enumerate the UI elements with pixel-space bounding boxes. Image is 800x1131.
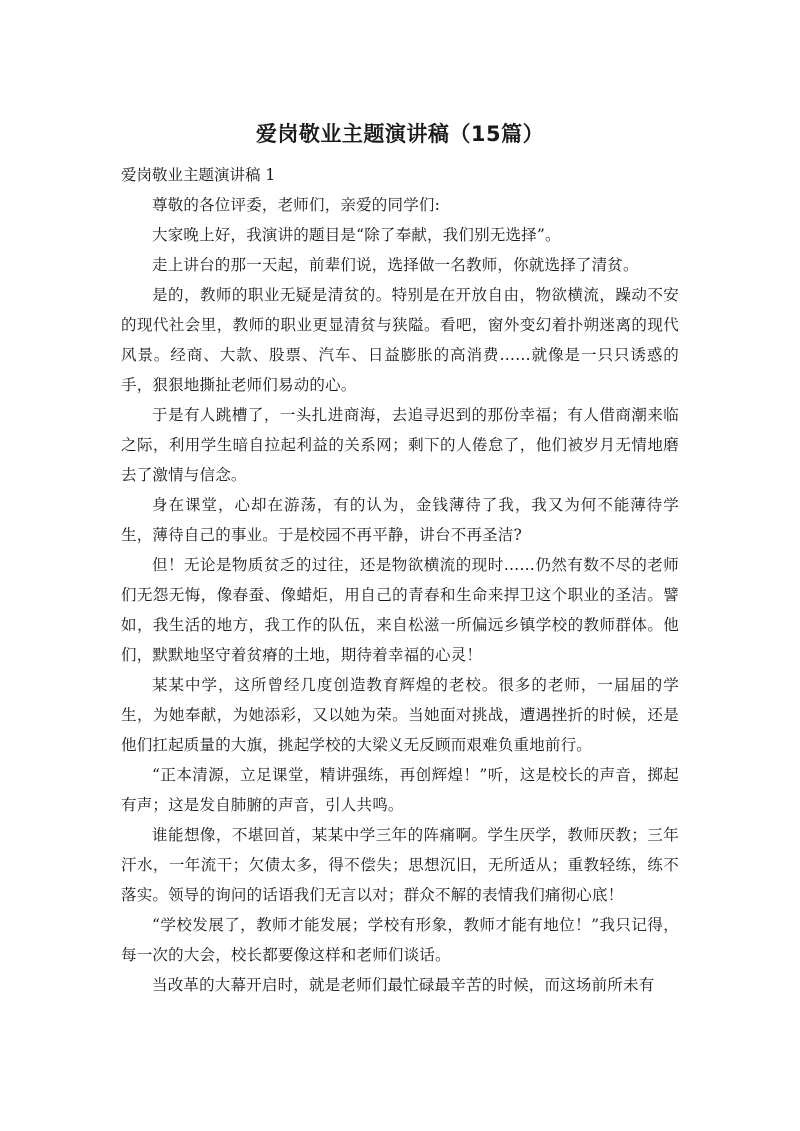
paragraph: 于是有人跳槽了，一头扎进商海，去追寻迟到的那份幸福；有人借商潮来临之际，利用学生暗自拉起利益的关系网；剩下的人倦怠了，他们被岁月无情地磨去了激情与信念。 (121, 406, 679, 484)
paragraph: 走上讲台的那一天起，前辈们说，选择做一名教师，你就选择了清贫。 (152, 256, 639, 274)
document-title: 爱岗敬业主题演讲稿（15篇） (255, 122, 545, 146)
paragraph: 尊敬的各位评委，老师们，亲爱的同学们: (152, 196, 441, 214)
paragraph: 大家晚上好，我演讲的题目是“除了奉献，我们别无选择”。 (152, 226, 561, 244)
paragraph: “学校发展了，教师才能发展；学校有形象，教师才能有地位！”我只记得，每一次的大会，校长都要像这样和老师们谈话。 (121, 916, 679, 964)
paragraph: 身在课堂，心却在游荡，有的认为，金钱薄待了我，我又为何不能薄待学生，薄待自己的事业。于是校园不再平静，讲台不再圣洁? (121, 496, 679, 544)
document-body (121, 160, 679, 1000)
paragraph: 当改革的大幕开启时，就是老师们最忙碌最辛苦的时候，而这场前所未有 (152, 976, 655, 994)
paragraph: 某某中学，这所曾经几度创造教育辉煌的老校。很多的老师，一届届的学生，为她奉献，为她添彩，又以她为荣。当她面对挑战，遭遇挫折的时候，还是他们扛起质量的大旗，挑起学校的大梁义无反顾而艰难负重地前行。 (121, 676, 679, 754)
paragraph: 谁能想像，不堪回首，某某中学三年的阵痛啊。学生厌学，教师厌教；三年汗水，一年流干；欠债太多，得不偿失；思想沉旧，无所适从；重教轻练，练不落实。领导的询问的话语我们无言以对；群众不解的表情我们痛彻心底！ (121, 826, 679, 904)
section-subtitle: 爱岗敬业主题演讲稿 1 (121, 166, 276, 184)
paragraph: 是的，教师的职业无疑是清贫的。特别是在开放自由，物欲横流，躁动不安的现代社会里，教师的职业更显清贫与狭隘。看吧，窗外变幻着扑朔迷离的现代风景。经商、大款、股票、汽车、日益膨胀的高消费……就像是一只只诱惑的手，狠狠地撕扯老师们易动的心。 (121, 286, 679, 394)
paragraph: “正本清源，立足课堂，精讲强练，再创辉煌！”听，这是校长的声音，掷起有声；这是发自肺腑的声音，引人共鸣。 (121, 766, 679, 814)
paragraph: 但！无论是物质贫乏的过往，还是物欲横流的现时……仍然有数不尽的老师们无怨无悔，像春蚕、像蜡炬，用自己的青春和生命来捍卫这个职业的圣洁。譬如，我生活的地方，我工作的队伍，来自松滋一所偏远乡镇学校的教师群体。他们，默默地坚守着贫瘠的土地，期待着幸福的心灵！ (121, 556, 679, 664)
